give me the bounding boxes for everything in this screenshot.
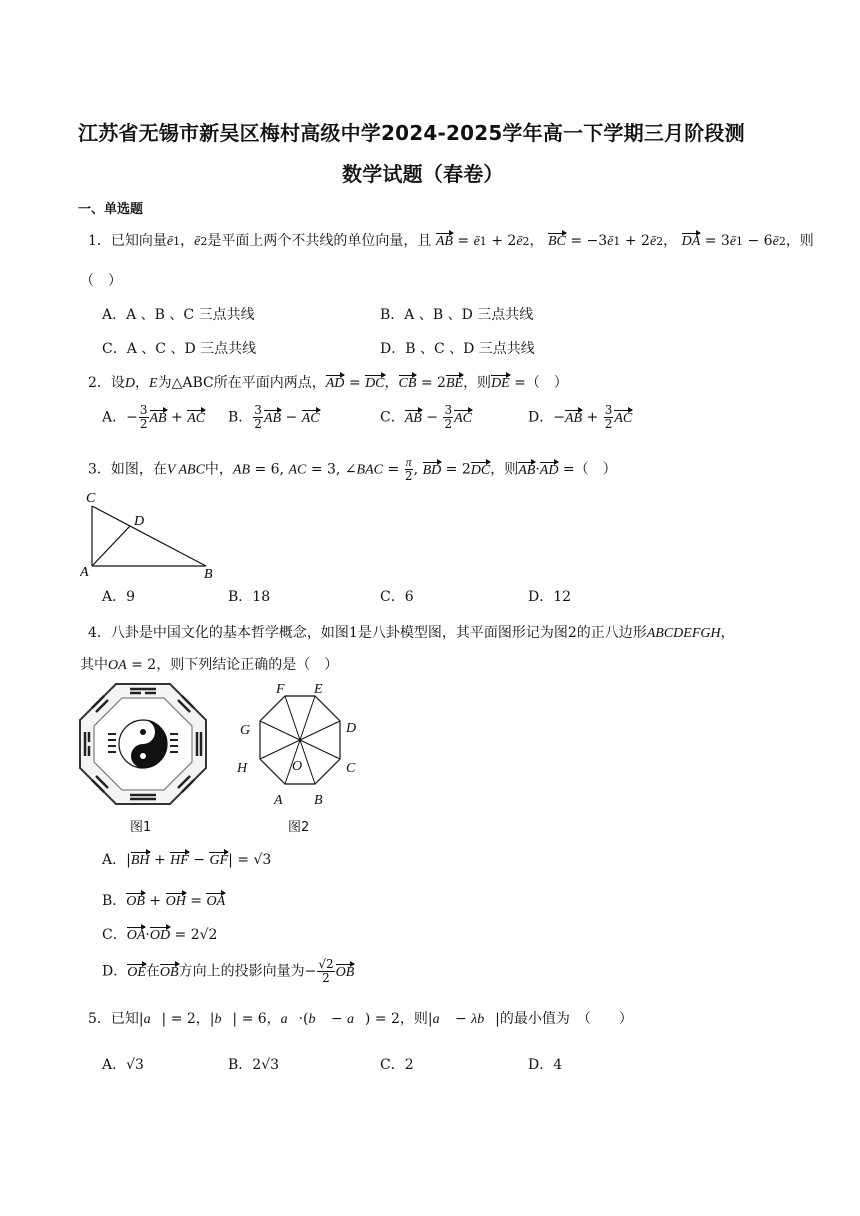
q1-option-b: B．A 、B 、D 三点共线 [380, 307, 534, 323]
q3-label-d: D [134, 514, 145, 529]
oct-label-e: E [314, 682, 323, 697]
oct-label-o: O [292, 759, 303, 774]
q3-label-b: B [204, 567, 213, 580]
octagon-figure [232, 682, 364, 810]
oct-label-h: H [237, 761, 248, 776]
q3-label-a: A [80, 565, 89, 580]
q3-option-d: D．12 [528, 589, 572, 605]
q2-option-d: D．−AB + $\frac{3}{2}$ AC [528, 403, 633, 431]
q4-option-a: A．|BH + HF − GF| = √3 [102, 852, 272, 868]
question-1-paren: （ ） [80, 273, 122, 289]
q1-option-c: C．A 、C 、D 三点共线 [102, 341, 257, 357]
q3-option-a: A．9 [102, 589, 136, 605]
bagua-figure [78, 682, 208, 806]
oct-label-g: G [240, 723, 251, 738]
oct-label-d: D [346, 721, 357, 736]
question-1: 1．已知向量ē1，ē2是平面上两个不共线的单位向量，且 AB = ē1 + 2ē2， BC = −3ē1 + 2ē2， DA = 3ē1 − 6ē2，则 [88, 233, 814, 249]
q3-option-c: C．6 [380, 589, 414, 605]
oct-label-b: B [314, 793, 323, 808]
figure-1-caption: 图1 [130, 820, 152, 835]
q1-option-a: A．A 、B 、C 三点共线 [102, 307, 255, 323]
q5-option-a: A．√3 [102, 1057, 144, 1073]
question-4-line2: 其中OA = 2，则下列结论正确的是（ ） [80, 657, 339, 673]
q1-option-d: D．B 、C 、D 三点共线 [380, 341, 535, 357]
q4-option-b: B．OB + OH = OA [102, 893, 226, 909]
oct-label-a: A [274, 793, 283, 808]
oct-label-c: C [346, 761, 356, 776]
q2-option-b: B． $\frac{3}{2}$ AB − AC [228, 403, 320, 431]
figure-2-caption: 图2 [288, 820, 310, 835]
title-line-2: 数学试题（春卷） [342, 162, 504, 186]
q5-option-c: C．2 [380, 1057, 414, 1073]
q2-option-c: C．AB − $\frac{3}{2}$ AC [380, 403, 472, 431]
title-line-1: 江苏省无锡市新吴区梅村高级中学2024-2025学年高一下学期三月阶段测 [78, 121, 745, 145]
q2-option-a: A．− $\frac{3}{2}$ AB + AC [102, 403, 206, 431]
q3-triangle-figure [80, 488, 220, 580]
question-5: 5．已知|a⃗| = 2，|b⃗| = 6，a⃗·(b⃗ − a⃗) = 2，则|a⃗ − λb⃗|的最小值为 （ ） [88, 1011, 633, 1027]
question-4: 4．八卦是中国文化的基本哲学概念，如图1是八卦模型图，其平面图形记为图2的正八边形ABCDEFGH， [88, 625, 735, 641]
question-2: 2．设D，E为△ABC所在平面内两点，AD = DC，CB = 2BE，则DE =（ ） [88, 375, 568, 391]
q4-option-c: C．OA·OD = 2√2 [102, 927, 218, 943]
q4-option-d: D．OE在OB方向上的投影向量为− $\frac{√2}{2}$ OB [102, 957, 355, 985]
q3-label-c: C [86, 491, 96, 506]
question-3: 3．如图，在V ABC中，AB = 6, AC = 3, ∠BAC = $\frac{\pi}{2}$ , BD = 2DC，则AB·AD =（ ） [88, 455, 617, 483]
section-heading: 一、单选题 [78, 202, 144, 217]
q5-option-b: B．2√3 [228, 1057, 280, 1073]
q5-option-d: D．4 [528, 1057, 563, 1073]
q3-option-b: B．18 [228, 589, 271, 605]
oct-label-f: F [276, 682, 285, 697]
